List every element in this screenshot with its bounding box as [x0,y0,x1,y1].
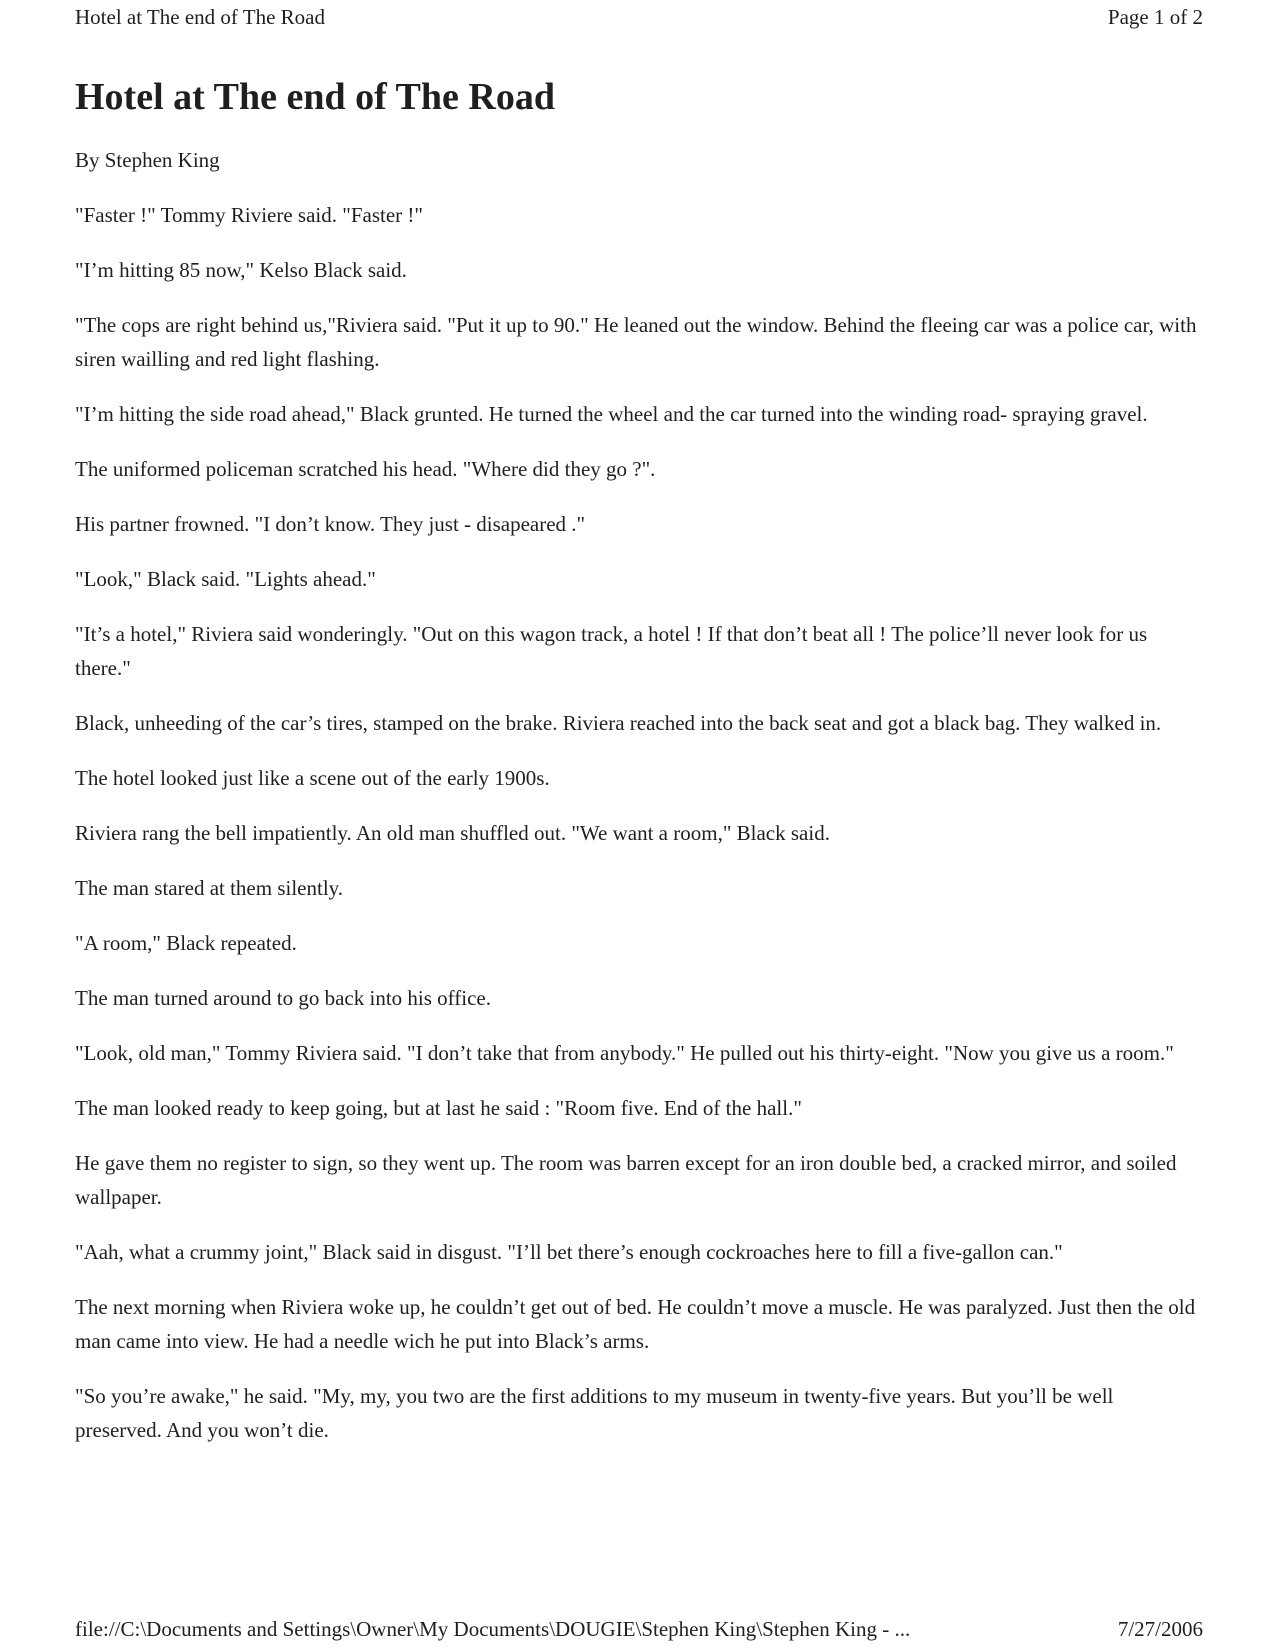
story-paragraph: His partner frowned. "I don’t know. They just - disapeared ." [75,512,586,536]
story-paragraph: The hotel looked just like a scene out of the early 1900s. [75,766,550,790]
story-paragraph: The uniformed policeman scratched his head. "Where did they go ?". [75,457,656,481]
story-paragraph: "Look, old man," Tommy Riviera said. "I don’t take that from anybody." He pulled out his thirty-eight. "Now you give us a room." [75,1041,1174,1065]
story-paragraph: Riviera rang the bell impatiently. An old man shuffled out. "We want a room," Black said. [75,821,830,845]
story-body [75,198,1203,1447]
print-header [75,4,1203,30]
story-paragraph: He gave them no register to sign, so they went up. The room was barren except for an iron double bed, a cracked mirror, and soiled wallpaper. [75,1151,1177,1209]
story-paragraph: "Aah, what a crummy joint," Black said in disgust. "I’ll bet there’s enough cockroaches here to fill a five-gallon can." [75,1240,1063,1264]
story-paragraph: "I’m hitting 85 now," Kelso Black said. [75,258,407,282]
story-paragraph: The man looked ready to keep going, but at last he said : "Room five. End of the hall." [75,1096,802,1120]
story-paragraph: The next morning when Riviera woke up, he couldn’t get out of bed. He couldn’t move a muscle. He was paralyzed. Just then the old man came into view. He had a needle wich he put into Black’s arms. [75,1295,1196,1353]
story-paragraph: The man stared at them silently. [75,876,344,900]
header-page-indicator: Page 1 of 2 [1107,5,1203,29]
story-paragraph: "So you’re awake," he said. "My, my, you two are the first additions to my museum in twenty-five years. But you’ll be well preserved. And you won’t die. [75,1384,1114,1442]
footer-date: 7/27/2006 [1117,1617,1203,1641]
story-paragraph: Black, unheeding of the car’s tires, stamped on the brake. Riviera reached into the back seat and got a black bag. They walked in. [75,711,1162,735]
story-paragraph: "Look," Black said. "Lights ahead." [75,567,376,591]
article-byline: By Stephen King [75,148,220,172]
story-paragraph: "It’s a hotel," Riviera said wonderingly. "Out on this wagon track, a hotel ! If that don’t beat all ! The police’ll never look for us there." [75,622,1148,680]
article-title: Hotel at The end of The Road [75,76,555,118]
story-paragraph: "A room," Black repeated. [75,931,297,955]
story-paragraph: "The cops are right behind us,"Riviera said. "Put it up to 90." He leaned out the window. Behind the fleeing car was a police car, with siren wailling and red light flashing. [75,313,1197,371]
footer-file-path: file://C:\Documents and Settings\Owner\My Documents\DOUGIE\Stephen King\Stephen King - ... [75,1617,911,1641]
story-paragraph: "I’m hitting the side road ahead," Black grunted. He turned the wheel and the car turned into the winding road- spraying gravel. [75,402,1148,426]
print-footer [75,1616,1203,1642]
story-paragraph: The man turned around to go back into his office. [75,986,492,1010]
header-document-title: Hotel at The end of The Road [75,5,325,29]
story-paragraph: "Faster !" Tommy Riviere said. "Faster !" [75,203,423,227]
